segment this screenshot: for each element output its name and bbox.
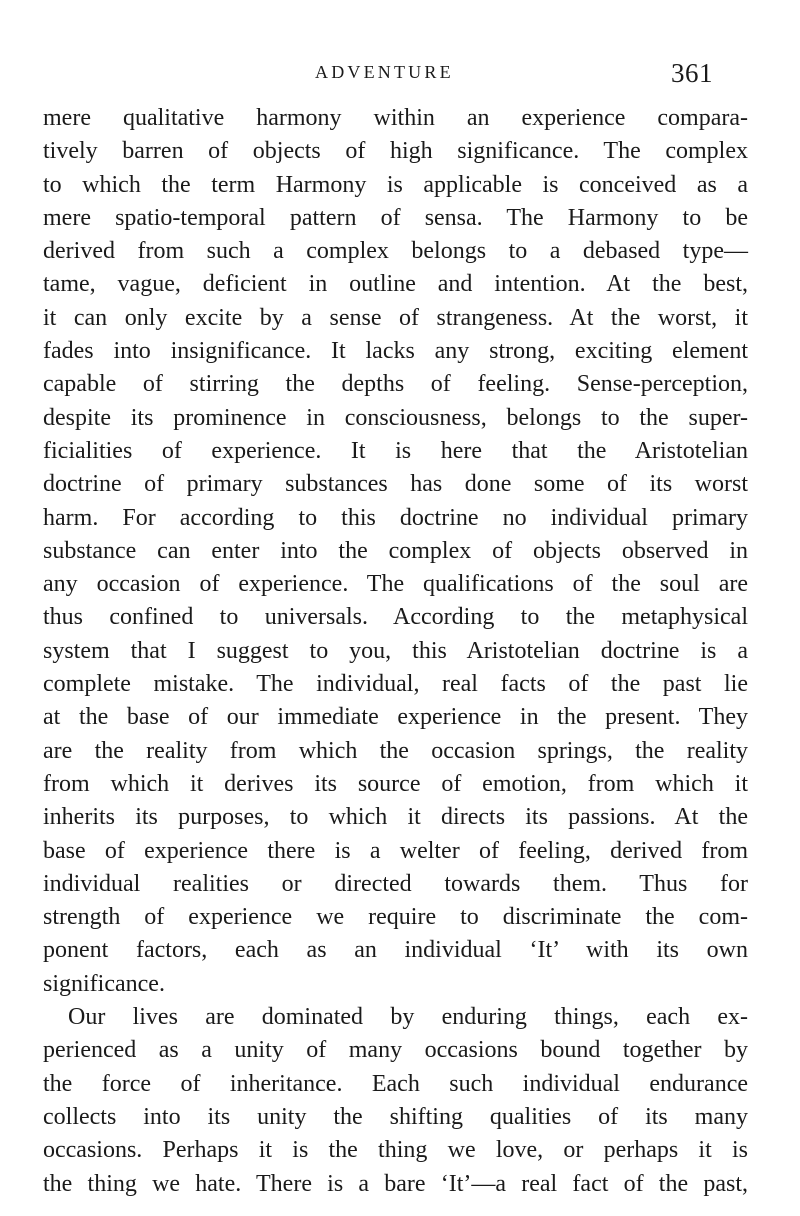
running-head	[0, 58, 800, 94]
page-number: 361	[671, 58, 713, 88]
text-line: ficialities of experience. It is here that the Aristotelian	[43, 437, 748, 464]
text-line: any occasion of experience. The qualifications of the soul are	[43, 571, 748, 598]
text-line: complete mistake. The individual, real facts of the past lie	[43, 671, 748, 698]
text-line: individual realities or directed towards them. Thus for	[43, 870, 748, 897]
text-line: thus confined to universals. According to the metaphysical	[43, 604, 748, 631]
text-line: system that I suggest to you, this Aristotelian doctrine is a	[43, 637, 748, 664]
text-line: it can only excite by a sense of strangeness. At the worst, it	[43, 304, 748, 331]
text-line: derived from such a complex belongs to a debased type—	[43, 238, 748, 265]
text-line: the thing we hate. There is a bare ‘It’—a real fact of the past,	[43, 1170, 748, 1197]
running-title: ADVENTURE	[315, 62, 454, 82]
text-line: despite its prominence in consciousness, belongs to the super-	[43, 404, 748, 431]
text-line: collects into its unity the shifting qualities of its many	[43, 1103, 748, 1130]
text-line: doctrine of primary substances has done some of its worst	[43, 471, 748, 498]
text-line: from which it derives its source of emotion, from which it	[43, 770, 748, 797]
text-line: the force of inheritance. Each such individual endurance	[43, 1070, 748, 1097]
text-line: perienced as a unity of many occasions bound together by	[43, 1037, 748, 1064]
text-line: fades into insignificance. It lacks any strong, exciting element	[43, 338, 748, 365]
text-line: mere qualitative harmony within an experience compara-	[43, 105, 748, 131]
text-line: strength of experience we require to discriminate the com-	[43, 904, 748, 931]
text-line: mere spatio-temporal pattern of sensa. The Harmony to be	[43, 204, 748, 231]
text-line: ponent factors, each as an individual ‘It’ with its own	[43, 937, 748, 964]
text-line: substance can enter into the complex of objects observed in	[43, 537, 748, 564]
text-line: inherits its purposes, to which it directs its passions. At the	[43, 804, 748, 831]
body-text	[43, 102, 748, 1201]
text-line: to which the term Harmony is applicable is conceived as a	[43, 171, 748, 198]
paragraph-end-line: significance.	[43, 970, 165, 997]
text-line: base of experience there is a welter of feeling, derived from	[43, 837, 748, 864]
text-line: occasions. Perhaps it is the thing we love, or perhaps it is	[43, 1137, 748, 1164]
text-line: are the reality from which the occasion springs, the reality	[43, 737, 748, 764]
text-line: capable of stirring the depths of feeling. Sense-perception,	[43, 371, 748, 398]
text-line: harm. For according to this doctrine no individual primary	[43, 504, 748, 531]
text-line: tively barren of objects of high significance. The complex	[43, 138, 748, 165]
paragraph-start-line: Our lives are dominated by enduring things, each ex-	[68, 1004, 748, 1031]
text-line: tame, vague, deficient in outline and intention. At the best,	[43, 271, 748, 298]
text-line: at the base of our immediate experience in the present. They	[43, 704, 748, 731]
